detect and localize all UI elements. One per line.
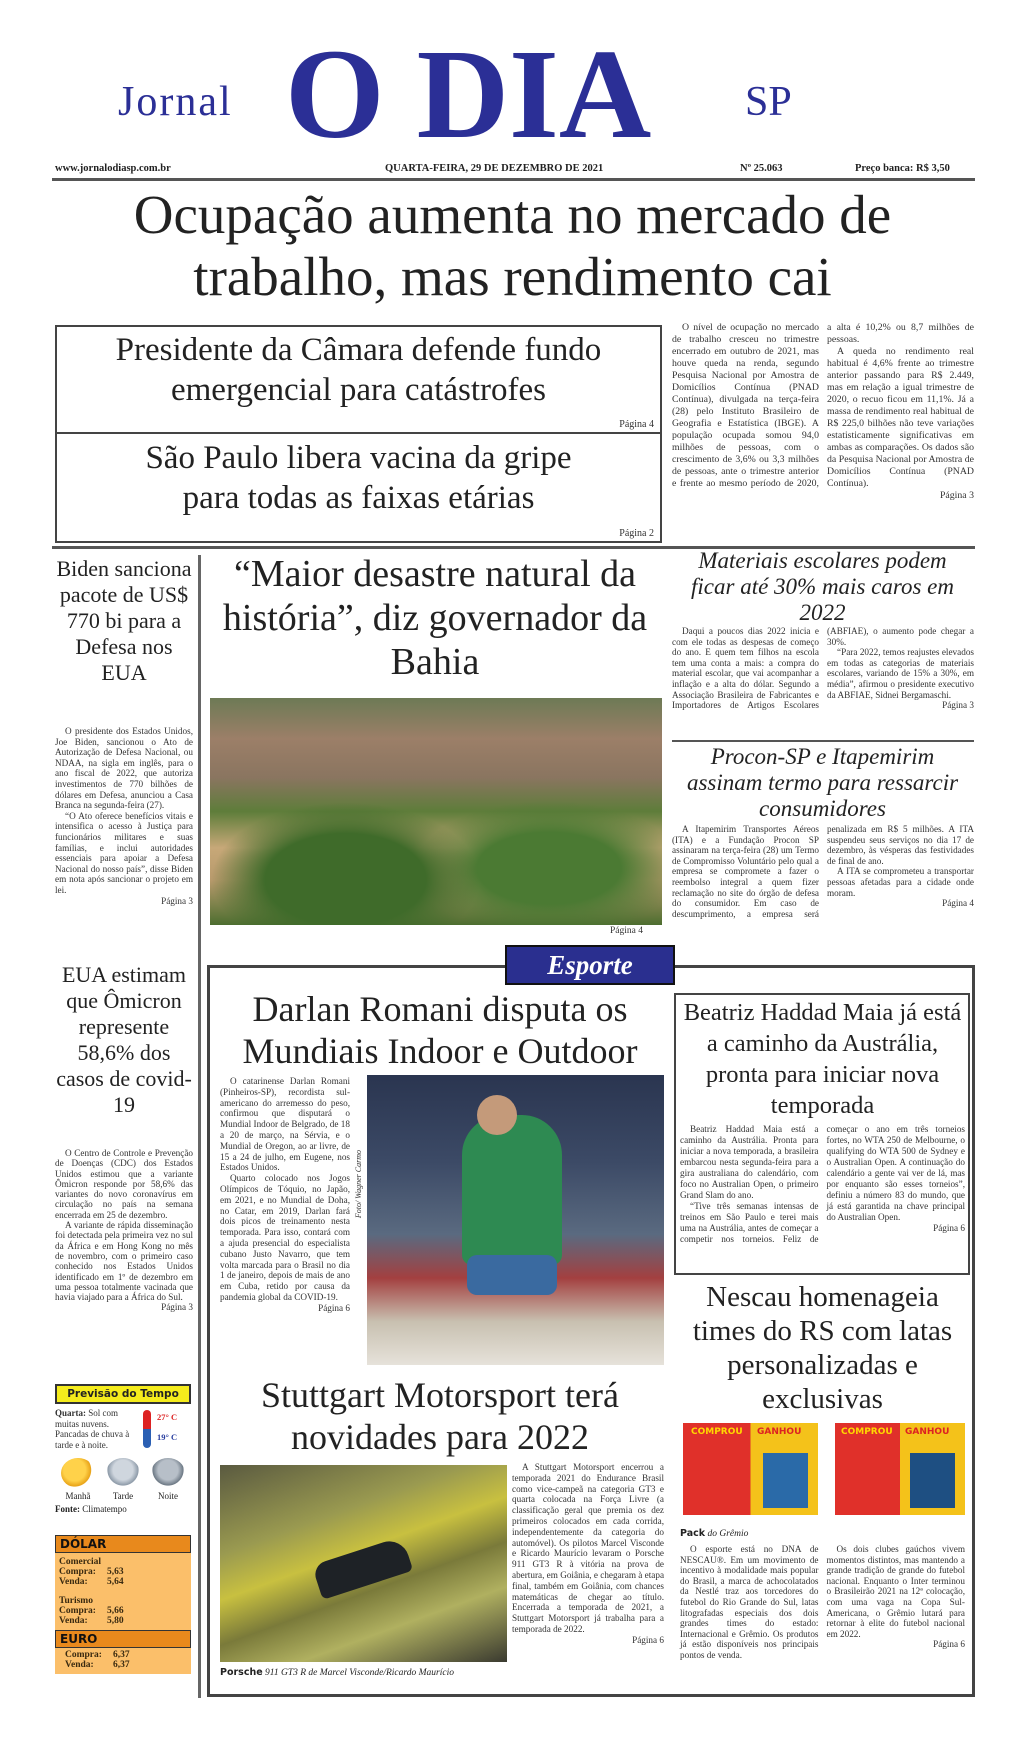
paragraph: O esporte está no DNA de NESCAU®. Em um movimento de incentivo à modalidade mais popular do Brasil, a marca de achocolatados da Nestlé traz aos torcedores do futebol do Rio Grande do Sul, latas litografadas especiais dos dois grandes times do estado: Internacional e Grêmio. Os produtos já estão disponíveis nos principais pontos de venda. bbox=[680, 1544, 819, 1660]
paragraph: Os dois clubes gaúchos vivem momentos distintos, mas mantendo a grande tradição de grande do futebol nacional. Enquanto o Inter terminou o Brasileirão 2021 na 12ª colocação, com uma vaga na Copa Sul-Americana, o Grêmio lutará para retornar à elite do futebol nacional em 2022. bbox=[826, 1544, 965, 1639]
beatriz-body bbox=[680, 1124, 965, 1245]
weather-title: Previsão do Tempo bbox=[55, 1384, 191, 1404]
darlan-body bbox=[220, 1076, 350, 1314]
masthead-rule bbox=[52, 178, 975, 181]
dolar-title: DÓLAR bbox=[55, 1535, 191, 1553]
weather-day: Quarta: bbox=[55, 1408, 86, 1418]
lead-headline-line: Ocupação aumenta no mercado de bbox=[133, 184, 892, 245]
teaser-headline: emergencial para catástrofes bbox=[170, 372, 546, 408]
page-ref: Página 4 bbox=[942, 898, 974, 909]
euro-sell: 6,37 bbox=[113, 1660, 130, 1670]
dolar-commercial-buy: 5,63 bbox=[107, 1567, 124, 1577]
biden-headline[interactable]: Biden sanciona pacote de US$ 770 bi para a Defesa nos EUA bbox=[56, 556, 192, 685]
page-ref: Página 6 bbox=[933, 1223, 965, 1233]
source-label: Fonte: bbox=[55, 1504, 80, 1514]
page-ref: Página 3 bbox=[161, 895, 193, 906]
porsche-caption: Porsche 911 GT3 R de Marcel Visconde/Ricardo Maurício bbox=[220, 1667, 454, 1678]
page-ref: Página 3 bbox=[161, 1302, 193, 1313]
paragraph: Quarto colocado nos Jogos Olímpicos de Tóquio, no Japão, em 2021, e no Mundial de Doha, no Catar, em 2019, Darlan fará dois picos de treinamento nesta temporada. Para isso, contará com a ajuda presencial do especialista cubano Justo Navarro, que tem volta marcada para o Brasil no dia 1 de janeiro, depois de mais de ano em Cuba, retido por causa da pandemia global da COVID-19. bbox=[220, 1173, 350, 1302]
paragraph: A variante de rápida disseminação foi detectada pela primeira vez no sul da África e em Hong Kong no mês de novembro, com o primeiro caso conhecido nos Estados Unidos identificado em 1º de dezembro em uma pessoa totalmente vacinada que havia viajado para a África do Sul. bbox=[55, 1220, 193, 1303]
paragraph: “Para 2022, temos reajustes elevados em todas as categorias de materiais escolares, variando de 15% a 30%, em média”, afirmou o presidente executivo da ABFIAE, Sidnei Bergamaschi. bbox=[827, 647, 974, 700]
teaser-headline: Presidente da Câmara defende fundo bbox=[115, 332, 602, 368]
teaser-headline: São Paulo libera vacina da gripe bbox=[145, 440, 572, 476]
masthead-prefix: Jornal bbox=[118, 79, 233, 125]
nescau-caption: Pack do Grêmio bbox=[680, 1528, 749, 1539]
teaser-story-camara[interactable] bbox=[57, 328, 660, 434]
weather-source: Climatempo bbox=[82, 1504, 127, 1514]
paragraph: A queda no rendimento real habitual é 4,6% frente ao trimestre anterior passando para R$ 2.449, mas em relação a igual trimestre de 2020, o recuo ficou em 11,1%. Já a massa de rendimento real habitual de R$ 225,0 bilhões não teve variações estatisticamente significativas em ambas as comparações. Os dados são da Pesquisa Nacional por Amostra de Domicílios Contínua (PNAD Contínua). bbox=[827, 346, 974, 489]
paragraph: A ITA se comprometeu a transportar pessoas afetadas para a cidade onde moram. bbox=[827, 866, 974, 898]
lead-article-body bbox=[672, 322, 974, 502]
photo-credit: Foto/ Wagner Carmo bbox=[354, 1150, 363, 1219]
darlan-athlete-photo bbox=[367, 1075, 664, 1365]
stuttgart-headline[interactable]: Stuttgart Motorsport terá novidades para 2022 bbox=[261, 1375, 619, 1457]
beatriz-headline[interactable]: Beatriz Haddad Maia já está a caminho da Austrália, pronta para iniciar nova temporada bbox=[683, 999, 962, 1119]
page-ref: Página 4 bbox=[619, 419, 654, 430]
nescau-body bbox=[680, 1544, 965, 1661]
weather-text: Sol com muitas nuvens. Pancadas de chuva à tarde e à noite. bbox=[55, 1408, 130, 1450]
page-ref: Página 6 bbox=[933, 1639, 965, 1650]
dolar-tourism-sell: 5,80 bbox=[107, 1616, 124, 1626]
section-rule bbox=[672, 740, 974, 742]
paragraph: O catarinense Darlan Romani (Pinheiros-SP), recordista sul-americano do arremesso do peso, confirmou que disputará o Mundial Indoor de Belgrado, de 18 a 20 de março, na Sérvia, e o Mundial de Oregon, ao ar livre, de 15 a 24 de julho, em Eugene, nos Estados Unidos. bbox=[220, 1076, 350, 1173]
lead-headline-line: trabalho, mas rendimento cai bbox=[193, 246, 832, 307]
cloud-rain-icon bbox=[151, 1458, 185, 1488]
omicron-body bbox=[55, 1148, 193, 1313]
procon-body bbox=[672, 824, 974, 919]
page-ref: Página 3 bbox=[942, 700, 974, 711]
porsche-race-photo bbox=[220, 1465, 507, 1662]
paragraph: “O Ato oferece benefícios vitais e intensifica o acesso à Justiça para funcionários militares e suas famílias, e inclui autoridades essenciais para apoiar a Defesa Nacional do nosso país”, disse Biden em nota após sancionar o projeto em lei. bbox=[55, 810, 193, 895]
cloud-rain-sun-icon bbox=[106, 1458, 140, 1488]
page-ref: Página 4 bbox=[610, 926, 643, 936]
page-ref: Página 6 bbox=[632, 1634, 664, 1645]
weather-period-night: Noite bbox=[147, 1458, 189, 1501]
dolar-tourism-label: Turismo bbox=[59, 1596, 93, 1606]
price: Preço banca: R$ 3,50 bbox=[855, 163, 950, 174]
euro-buy: 6,37 bbox=[113, 1650, 130, 1660]
left-column-divider bbox=[198, 555, 201, 1698]
masthead-logo: O DIA bbox=[285, 23, 652, 165]
nescau-pack-photo-1: COMPROU GANHOU bbox=[683, 1423, 818, 1515]
page-ref: Página 6 bbox=[318, 1302, 350, 1313]
sun-cloud-icon bbox=[61, 1458, 95, 1488]
paragraph: Beatriz Haddad Maia está a caminho da Austrália. Pronta para iniciar a nova temporada, a brasileira embarcou nesta segunda-feira para a gira australiana do calendário, com foco no Australian Open, o primeiro Grand Slam do ano. bbox=[680, 1124, 819, 1200]
nescau-pack-photo-2: COMPROU GANHOU bbox=[835, 1423, 965, 1515]
weather-period-morning: Manhã bbox=[57, 1458, 99, 1501]
temp-min: 19° C bbox=[157, 1432, 178, 1442]
paragraph: O presidente dos Estados Unidos, Joe Biden, sancionou o Ato de Autorização de Defesa Nacional, ou NDAA, na sigla em inglês, para o ano fiscal de 2022, que autoriza investimentos de 770 bilhões de dólares em Defesa, anunciou a Casa Branca na segunda-feira (27). bbox=[55, 726, 193, 811]
bahia-headline[interactable]: “Maior desastre natural da história”, diz governador da Bahia bbox=[222, 553, 648, 683]
teaser-story-vacina[interactable] bbox=[57, 436, 660, 541]
currency-widget: DÓLAR Comercial Compra: 5,63 Venda: 5,64 Turismo Compra: 5,66 Venda: 5,80 EURO Compra: 6,37 Venda: 6,37 bbox=[55, 1535, 191, 1674]
paragraph: A Stuttgart Motorsport encerrou a temporada 2021 do Endurance Brasil como vice-campeã na categoria GT3 e quarta colocada na Força Livre (a classificação geral que premia os dez primeiros colocados em cada corrida, independentemente da categoria do automóvel). Os pilotos Marcel Visconde e Ricardo Maurício levaram o Porsche 911 GT3 R à vitória na prova de abertura, em Goiânia, e chegaram à etapa final, também em Goiânia, com chances matemáticas de chegar ao título. Encerrada a temporada de 2021, a Stuttgart Motorsport já trabalha para a temporada de 2022. bbox=[512, 1462, 665, 1634]
website-url[interactable]: www.jornalodiasp.com.br bbox=[55, 163, 171, 174]
bahia-flood-photo bbox=[210, 698, 662, 925]
weather-period-afternoon: Tarde bbox=[102, 1458, 144, 1501]
issue-number: Nº 25.063 bbox=[740, 163, 783, 174]
issue-date: QUARTA-FEIRA, 29 DE DEZEMBRO DE 2021 bbox=[385, 163, 604, 174]
paragraph: O Centro de Controle e Prevenção de Doenças (CDC) dos Estados Unidos estimou que a variante Ômicron responde por 58,6% das variantes do novo coronavírus em circulação no país na semana encerrada em 25 de dezembro. bbox=[55, 1148, 193, 1220]
athlete-figure bbox=[462, 1115, 562, 1265]
dolar-tourism-buy: 5,66 bbox=[107, 1606, 124, 1616]
paragraph: “Tive três semanas intensas de treinos em São Paulo e terei mais uma na Austrália, antes de começar a competir nos torneios. Feliz de começar o ano em três torneios fortes, no WTA 250 de Melbourne, o qualifying do WTA 500 de Sydney e o Australian Open. A continuação do calendário a gente vai ver de lá, mas por enquanto são esses torneios”, definiu a número 83 do mundo, que já está garantida na chave principal do Australian Open. bbox=[680, 1124, 965, 1244]
teaser-headline: para todas as faixas etárias bbox=[182, 480, 535, 516]
dolar-commercial-label: Comercial bbox=[59, 1557, 102, 1567]
stuttgart-body bbox=[512, 1462, 664, 1646]
race-car bbox=[312, 1536, 413, 1600]
thermometer-icon bbox=[143, 1410, 151, 1448]
procon-headline[interactable]: Procon-SP e Itapemirim assinam termo para ressarcir consumidores bbox=[686, 744, 959, 821]
paragraph: A Itapemirim Transportes Aéreos (ITA) e a Fundação Procon SP assinaram na terça-feira (28) um Termo de Compromisso Voluntário pelo qual a empresa se compromete a fazer o reembolso integral a quem fizer reclamação no site do órgão de defesa do consumidor. Em caso de descumprimento, a empresa será penalizada em R$ 5 milhões. A ITA suspendeu seus serviços no dia 17 de dezembro, às vésperas das festividades de final de ano. bbox=[672, 824, 974, 919]
materiais-headline[interactable]: Materiais escolares podem ficar até 30% mais caros em 2022 bbox=[691, 548, 954, 625]
sports-section-label: Esporte bbox=[505, 945, 675, 985]
lead-headline[interactable] bbox=[40, 184, 985, 308]
temp-max: 27° C bbox=[157, 1412, 178, 1422]
paragraph: Daqui a poucos dias 2022 inicia e com ele todas as despesas de começo do ano. E quem tem filhos na escola tem uma conta a mais: a compra do material escolar, que vai acompanhar a inflação e a alta do dólar. Segundo a Associação Brasileira de Fabricantes e Importadores de Artigos Escolares (ABFIAE), o aumento pode chegar a 30%. bbox=[672, 626, 974, 711]
biden-body bbox=[55, 726, 193, 906]
euro-title: EURO bbox=[55, 1630, 191, 1648]
darlan-headline[interactable]: Darlan Romani disputa os Mundiais Indoor e Outdoor bbox=[242, 989, 638, 1071]
page-ref: Página 3 bbox=[939, 490, 974, 501]
materiais-body bbox=[672, 626, 974, 711]
omicron-headline[interactable]: EUA estimam que Ômicron represente 58,6% dos casos de covid-19 bbox=[56, 962, 192, 1117]
dolar-commercial-sell: 5,64 bbox=[107, 1577, 124, 1587]
paragraph: O nível de ocupação no mercado de trabalho cresceu no trimestre encerrado em outubro de 2021, mas houve queda na renda, segundo Pesquisa Nacional por Amostra de Domicílios Contínua (PNAD Contínua), divulgada na terça-feira (28) pelo Instituto Brasileiro de Geografia e Estatística (IBGE). A população ocupada somou 94,0 milhões de pessoas, com o crescimento de 3,6% ou 3,3 milhões de pessoas, ante o trimestre anterior e frente ao mesmo período de 2020, a alta é 10,2% ou 8,7 milhões de pessoas. bbox=[672, 322, 974, 489]
nescau-headline[interactable]: Nescau homenageia times do RS com latas personalizadas e exclusivas bbox=[692, 1281, 953, 1415]
weather-widget bbox=[55, 1384, 191, 1514]
page-ref: Página 2 bbox=[619, 528, 654, 539]
masthead-suffix: SP bbox=[745, 79, 792, 125]
